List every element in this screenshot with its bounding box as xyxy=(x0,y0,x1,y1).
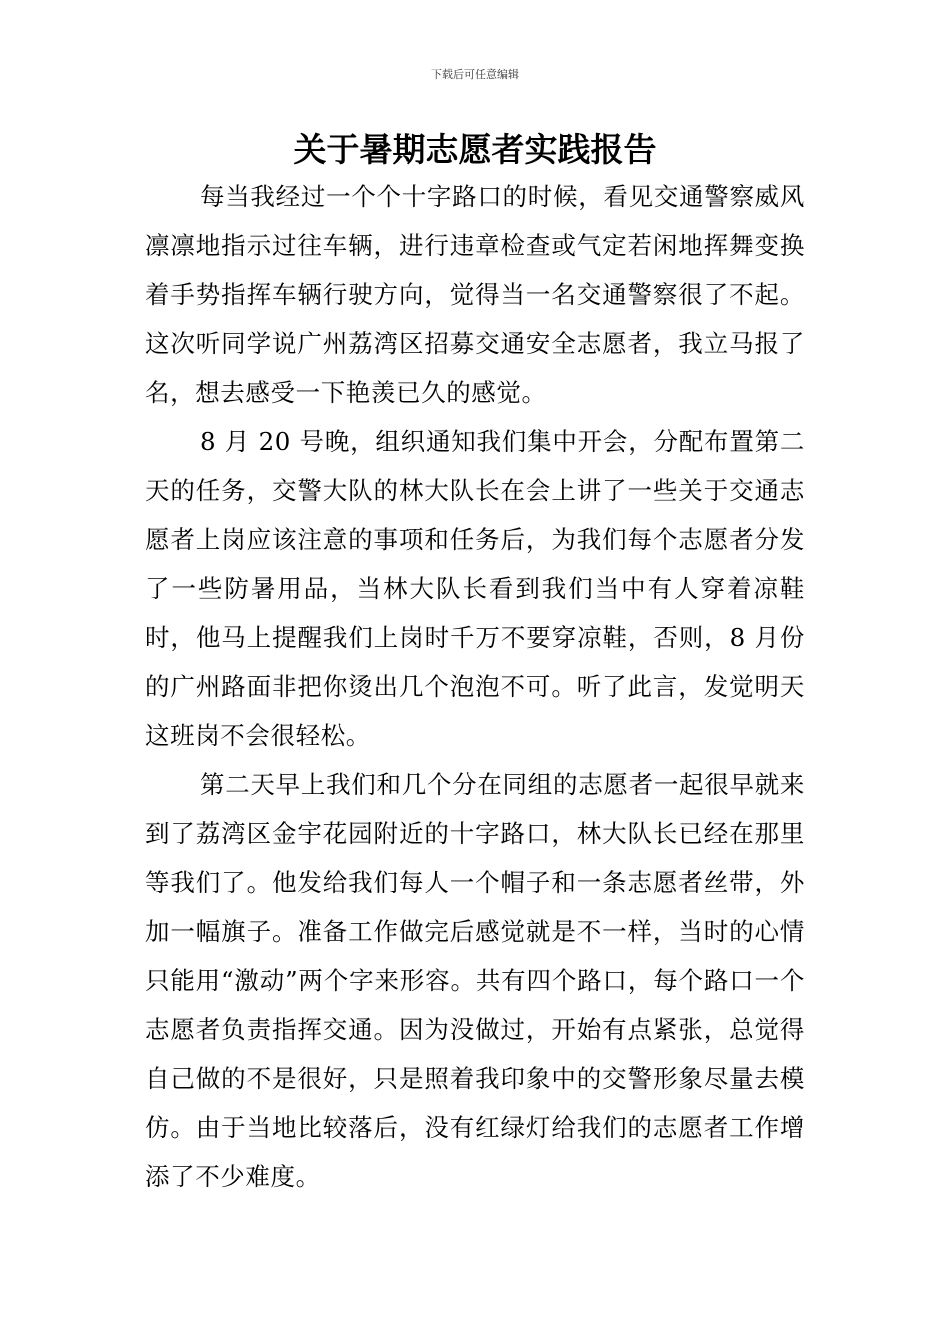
body-paragraph: 每当我经过一个个十字路口的时候，看见交通警察威风凛凛地指示过往车辆，进行违章检查或气定若闲地挥舞变换着手势指挥车辆行驶方向，觉得当一名交通警察很了不起。这次听同学说广州荔湾区招募交通安全志愿者，我立马报了名，想去感受一下艳羡已久的感觉。 xyxy=(145,182,805,407)
document-body xyxy=(145,172,805,1201)
document-title: 关于暑期志愿者实践报告 xyxy=(293,130,657,169)
body-paragraph: 第二天早上我们和几个分在同组的志愿者一起很早就来到了荔湾区金宇花园附近的十字路口，林大队长已经在那里等我们了。他发给我们每人一个帽子和一条志愿者丝带，外加一幅旗子。准备工作做完后感觉就是不一样，当时的心情只能用“激动”两个字来形容。共有四个路口，每个路口一个志愿者负责指挥交通。因为没做过，开始有点紧张，总觉得自己做的不是很好，只是照着我印象中的交警形象尽量去模仿。由于当地比较落后，没有红绿灯给我们的志愿者工作增添了不少难度。 xyxy=(145,770,805,1191)
header-note: 下载后可任意编辑 xyxy=(431,68,519,81)
body-paragraph: 8 月 20 号晚，组织通知我们集中开会，分配布置第二天的任务，交警大队的林大队长在会上讲了一些关于交通志愿者上岗应该注意的事项和任务后，为我们每个志愿者分发了一些防暑用品，当林大队长看到我们当中有人穿着凉鞋时，他马上提醒我们上岗时千万不要穿凉鞋，否则，8 月份的广州路面非把你烫出几个泡泡不可。听了此言，发觉明天这班岗不会很轻松。 xyxy=(145,427,805,750)
